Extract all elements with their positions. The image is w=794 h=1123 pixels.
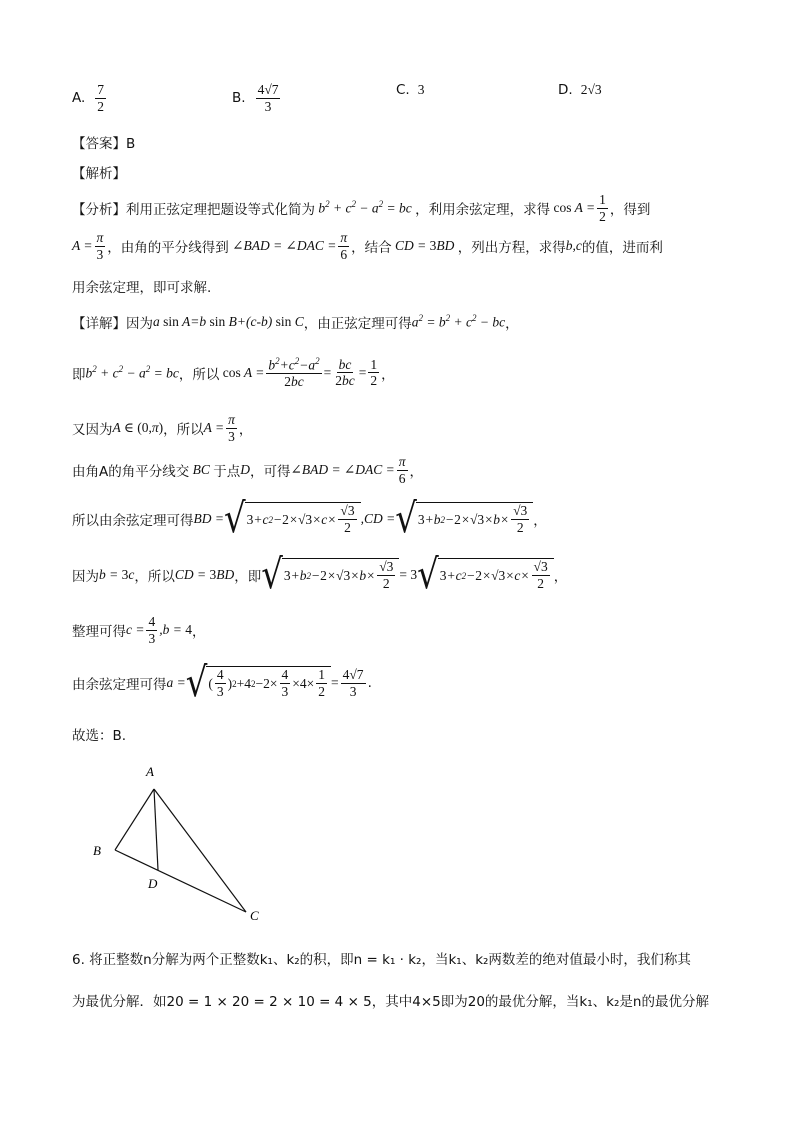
label-A: A [146,764,154,779]
formula-bc: b,c [565,238,582,254]
option-a [72,82,108,114]
fenxi-text-2b: ，结合 [351,240,392,257]
detail-text-6b: ，所以 [134,569,175,585]
detail-line-1: 【详解】 因为 a sin A=b sin B+(c-b) sin C ，由正弦定理可得 $a^2 = b^2 + c^2$ − bc ， [72,313,519,332]
option-c-label: C. [396,82,410,98]
option-a-label: A. [72,90,86,107]
option-b-num: 4√7 [257,82,279,97]
option-c [396,82,424,98]
answer-line [72,132,135,152]
option-b-den: 3 [264,98,272,114]
label-B: B [93,843,101,858]
side-BC [115,850,246,912]
fenxi-line-2 [72,230,663,262]
frac-4-3: $\frac{4}{3}$ [148,614,156,646]
option-b-value [256,82,281,114]
option-d [558,82,602,98]
detail-line-6: 因为 b = 3c ，所以 CD = 3BD ，即 √ 3 +b 2 − 2 ×√ 3 ×b× $\frac{√3}{2}$ = 3 √ 3 +c 2 − 2 ×√ 3 ×c× $\frac{√3}{2}$ ， [72,551,568,599]
fenxi-text-2c: ，列出方程，求得 [457,240,566,257]
triangle-figure [88,758,278,928]
frac-cos-2: $\frac{bc}{2bc}$ [335,356,355,389]
formula-b2c2a2-bc: $b^2 + c^2 - a^2$ = bc [85,364,179,381]
fenxi-line-1 [72,192,650,224]
formula-cd-3bd: CD = 3BD [391,238,458,254]
option-b [232,82,282,114]
fenxi-text-1c: ，得到 [609,202,651,219]
formula-sine-eq: a sin A=b sin B+(c-b) sin C [153,314,304,329]
formula-A-pi3: A = [72,238,93,254]
detail-text-3a: 又因为 [72,422,113,439]
detail-tag: 【详解】 [72,316,126,332]
label-D: D [148,876,158,891]
side-AB [115,789,154,850]
option-c-value: 3 [417,82,425,97]
sqrt-cd: √ 3 +b 2 − 2 ×√ 3 ×b× $\frac{√3}{2}$ [395,502,533,536]
detail-text-8a: 由余弦定理可得 [72,677,167,693]
detail-text-7a: 整理可得 [72,624,126,641]
answer-tag: 【答案】 [72,136,126,152]
detail-text-2b: ，所以 [178,366,220,383]
option-a-num: 7 [97,82,105,97]
label-C: C [250,908,259,923]
fenxi-tag: 【分析】 [72,202,126,219]
frac-pi-3: $\frac{\pi}{3}$ [96,230,104,262]
side-AC [154,789,246,912]
option-d-label: D. [558,82,573,98]
frac-cos-1: $\frac{b^2+c^2-a^2}{2bc}$ [268,356,320,390]
detail-line-4: 由角A的角平分线交 BC 于点 D ，可得 ∠BAD = ∠DAC = $\frac{\pi}{6}$ ， [72,454,423,486]
frac-pi-3-b: $\frac{\pi}{3}$ [228,412,235,444]
sqrt-eq-left: √ 3 +b 2 − 2 ×√ 3 ×b× $\frac{√3}{2}$ [261,558,399,592]
q6-line-1: 6. 将正整数n分解为两个正整数k₁、k₂的积，即n = k₁ · k₂，当k₁、k₂两数差的绝对值最小时，我们称其 [72,952,691,968]
fenxi-text-1a: 利用正弦定理把题设等式化简为 [126,202,315,219]
sqrt-bd: √ 3 +c 2 − 2 ×√ 3 ×c× $\frac{√3}{2}$ [224,502,361,536]
fenxi-text-2a: ，由角的平分线得到 [107,240,229,257]
frac-cos-3: $\frac{1}{2}$ [370,356,378,389]
analysis-heading: 【解析】 [72,166,126,182]
fenxi-line-3: 用余弦定理，即可求解. [72,280,212,296]
detail-line-2: 即 $b^2 + c^2 - a^2$ = bc ，所以 cos A = $\frac{b^2+c^2-a^2}{2bc}$ = $\frac{bc}{2bc}$ = $\frac{1}{2}$ ， [72,356,395,390]
detail-text-3b: ，所以 [163,422,204,439]
frac-pi-6: $\frac{\pi}{6}$ [340,230,348,262]
bisector-AD [154,789,158,870]
frac-half: $\frac{1}{2}$ [599,192,606,224]
formula-angle-bad: ∠BAD = ∠DAC = [228,238,337,254]
formula-b2c2a2: $b^2 + c^2 - a^2$ = bc [315,199,416,216]
fenxi-text-1b: ，利用余弦定理，求得 [415,202,551,219]
detail-text-4b: 于点 [213,464,241,481]
detail-text-2a: 即 [72,366,86,383]
conclusion: 故选：B. [72,728,127,744]
detail-line-8: 由余弦定理可得 a = √ ( $\frac{4}{3}$ ) 2 +4 2 −2× $\frac{4}{3}$ ×4× $\frac{1}{2}$ = $\frac{4√7}{3}$ . [72,659,372,707]
fenxi-text-2d: 的值，进而利 [581,240,663,257]
frac-pi-6-b: $\frac{\pi}{6}$ [398,454,406,486]
formula-cosA: cos A = [553,200,596,216]
option-a-den: 2 [97,98,105,114]
formula-cosA-2: cos A = [222,364,265,380]
sqrt-a: √ ( $\frac{4}{3}$ ) 2 +4 2 −2× $\frac{4}{3}$ ×4× $\frac{1}{2}$ [186,666,331,700]
detail-text-4c: ，可得 [250,464,291,481]
option-d-value: 2√3 [580,82,602,97]
answer-value: B [126,136,136,152]
sqrt-eq-right: √ 3 +c 2 − 2 ×√ 3 ×c× $\frac{√3}{2}$ [417,558,554,592]
formula-A-range: A ∈ (0,π) [112,420,164,436]
detail-line-5: 所以由余弦定理可得 BD = √ 3 +c 2 − 2 ×√ 3 ×c× $\frac{√3}{2}$ ,CD = √ 3 +b 2 − 2 ×√ 3 ×b× $\frac{√3}{2}$ ， [72,495,547,543]
option-a-value [95,82,106,114]
detail-text-6c: ，即 [234,569,262,585]
detail-line-7: 整理可得 c = $\frac{4}{3}$ ,b = 4 ， [72,614,206,646]
detail-line-3: 又因为 A ∈ (0,π) ，所以 A = $\frac{\pi}{3}$ ， [72,412,253,444]
q6-line-2: 为最优分解．如20 = 1 × 20 = 2 × 10 = 4 × 5，其中4×5即为20的最优分解，当k₁、k₂是n的最优分解 [72,994,709,1010]
detail-text-6a: 因为 [72,569,99,585]
formula-a2: $a^2 = b^2 + c^2$ − bc [411,313,506,330]
option-b-label: B. [232,90,246,107]
detail-text-1b: ，由正弦定理可得 [303,316,412,332]
frac-4sqrt7-3: $\frac{4√7}{3}$ [342,666,364,699]
detail-text-4a: 由角A的角平分线交 [72,464,190,481]
detail-text-1a: 因为 [126,316,153,332]
detail-text-5a: 所以由余弦定理可得 [72,513,194,529]
